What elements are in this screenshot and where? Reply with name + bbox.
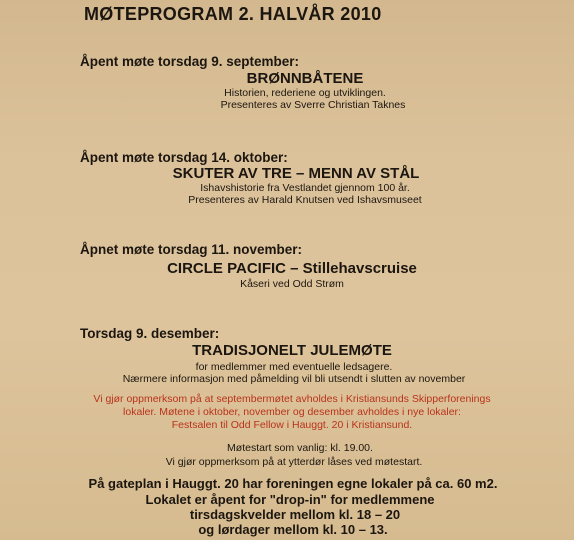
event-date-november: Åpnet møte torsdag 11. november: (80, 242, 303, 257)
event-title-october: SKUTER AV TRE – MENN AV STÅL (172, 165, 420, 182)
event-line: Nærmere informasjon med påmelding vil bli utsendt i slutten av november (122, 373, 466, 385)
event-date-september: Åpent møte torsdag 9. september: (80, 54, 300, 69)
footer-line: Lokalet er åpent for "drop-in" for medlemmene (145, 492, 435, 507)
event-line: for medlemmer med eventuelle ledsagere. (195, 361, 393, 373)
footer-line: tirsdagskvelder mellom kl. 18 – 20 (189, 507, 401, 522)
event-line: Historien, rederiene og utviklingen. (224, 87, 386, 99)
footer-line: På gateplan i Hauggt. 20 har foreningen egne lokaler på ca. 60 m2. (88, 476, 498, 491)
event-title-november: CIRCLE PACIFIC – Stillehavscruise (167, 260, 417, 277)
event-line: Presenteres av Sverre Christian Taknes (220, 99, 406, 111)
event-date-october: Åpent møte torsdag 14. oktober: (80, 150, 288, 165)
footer-line: og lørdager mellom kl. 10 – 13. (198, 522, 388, 537)
notice-line: Vi gjør oppmerksom på at septembermøtet avholdes i Kristiansunds Skipperforenings (93, 393, 491, 405)
page-title: MØTEPROGRAM 2. HALVÅR 2010 (84, 4, 382, 24)
notice-line: Festsalen til Odd Fellow i Hauggt. 20 i Kristiansund. (171, 419, 413, 431)
event-title-september: BRØNNBÅTENE (246, 70, 364, 87)
lock-notice-line: Vi gjør oppmerksom på at ytterdør låses ved møtestart. (165, 456, 423, 468)
event-line: Presenteres av Harald Knutsen ved Ishavsmuseet (188, 194, 422, 206)
event-title-december: TRADISJONELT JULEMØTE (192, 342, 392, 359)
notice-line: lokaler. Møtene i oktober, november og desember avholdes i nye lokaler: (123, 406, 461, 418)
event-line: Kåseri ved Odd Strøm (240, 278, 344, 290)
event-line: Ishavshistorie fra Vestlandet gjennom 100 år. (200, 182, 410, 194)
event-date-december: Torsdag 9. desember: (80, 326, 220, 341)
start-time-line: Møtestart som vanlig: kl. 19.00. (227, 442, 373, 454)
